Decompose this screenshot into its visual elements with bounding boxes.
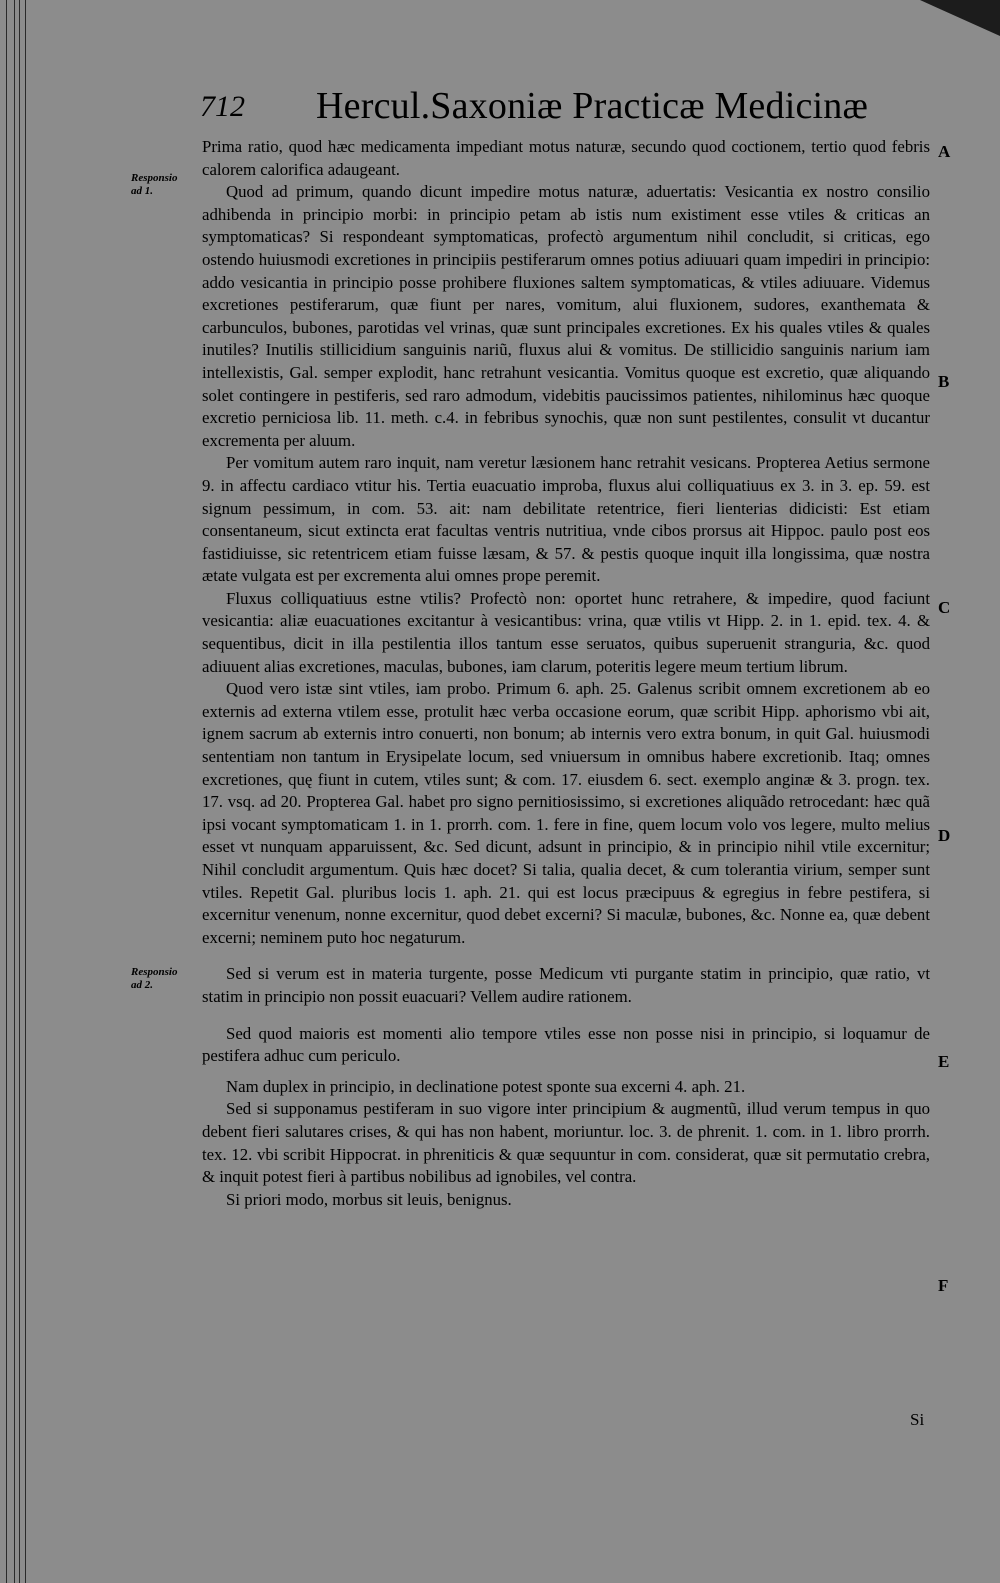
section-letter-a: A <box>938 142 951 161</box>
paragraph: Fluxus colliquatiuus estne vtilis? Profectò non: oportet hunc retrahere, & impedire, quod faciunt vesicantia: aliæ euacuationes excitantur à vesicantibus: vrina, quæ vtilis vt Hipp. 2. in 1. epid. tex. 4. & sequentibus, dicit in illa pestilentia illos tantum esse seruatos, quibus superuenit stranguria, &c. quod adiuuent alias excretiones, maculas, bubones, iam clarum, poteritis legere meum tertium librum. <box>202 588 930 676</box>
catchword: Si <box>910 1410 925 1429</box>
paragraph: Nam duplex in principio, in declinatione potest sponte sua excerni 4. aph. 21. <box>226 1076 746 1096</box>
paragraph: Prima ratio, quod hæc medicamenta impediant motus naturæ, secundo quod coctionem, tertio quod febris calorem calorifica adaugeant. <box>202 137 930 179</box>
margin-note-response-1: Responsio ad 1. <box>131 172 178 197</box>
body-text <box>202 136 930 1211</box>
section-letter-b: B <box>938 372 950 391</box>
paragraph: Sed si verum est in materia turgente, posse Medicum vti purgante statim in principio, quæ ratio, vt statim in principio non possit euacuari? Vellem audire rationem. <box>202 964 930 1006</box>
scan-corner-shadow <box>920 0 1000 36</box>
section-letter-e: E <box>938 1052 950 1071</box>
margin-note-response-2: Responsio ad 2. <box>131 966 178 991</box>
section-letter-d: D <box>938 826 951 845</box>
page-header <box>200 84 900 136</box>
section-letter-c: C <box>938 598 951 617</box>
paragraph: Sed quod maioris est momenti alio tempore vtiles esse non posse nisi in principio, si loquamur de pestifera adhuc cum periculo. <box>202 1023 930 1066</box>
paragraph: Per vomitum autem raro inquit, nam veretur læsionem hanc retrahit vesicans. Propterea Aetius sermone 9. in affectu cardiaco vtitur his. Tertia euacuatio improba, fluxus alui colliquatiuus ex 3. in 3. ep. 59. est signum pessimum, in com. 53. ait: nam debilitate retentrice, fieri lienterias didicisti: Est etiam consentaneum, sicut extincta erat facultas ventris nutritiua, vnde cibos prorsus ait Hippoc. paulo post eos fastidiuisse, sic retentricem etiam fuisse læsam, & 57. & pestis quoque inquit illa longissima, quæ nostra ætate vulgata est per excrementa alui omnes prope peremit. <box>202 453 930 586</box>
paragraph: Quod vero istæ sint vtiles, iam probo. Primum 6. aph. 25. Galenus scribit omnem excretionem ab eo externis ad externa vtilem esse, protulit hæc verba occasione eorum, quæ scribit Hipp. aphorismo vbi ait, ignem sacrum ab externis intro conuerti, non bonum; ab internis vero extra bonum, in quit Gal. huiusmodi sententiam non tantum in Erysipelate locum, sed vniuersum in omnibus habere excretionib. Itaq; omnes excretiones, quę fiunt in cutem, vtiles sunt; & com. 17. eiusdem 6. sect. exemplo anginæ & 3. progn. tex. 17. vsq. ad 20. Propterea Gal. habet pro signo pernitiosissimo, si excretiones aliquãdo retrocedant: hæc quã ipsi vocant symptomaticam 1. in 1. prorrh. com. 1. fere in fine, quem locum volo vos legere, multo melius esset vt nunquam apparuissent, &c. Sed dicunt, adsunt in principio, & in principio nihil vtile excernitur; Nihil concludit argumentum. Quis hæc docet? Si talia, qualia decet, & cum tolerantia virium, semper sunt vtiles. Repetit Gal. pluribus locis 1. aph. 21. qui est locus præcipuus & egregius in febre pestifera, si excernitur venenum, nonne excernitur, quod debet excerni? Si maculæ, bubones, &c. Nonne ea, quæ debent excerni; neminem puto hoc negaturum. <box>202 679 930 947</box>
section-letter-f: F <box>938 1276 949 1295</box>
paragraph: Sed si supponamus pestiferam in suo vigore inter principium & augmentũ, illud verum tempus in quo debent fieri salutares crises, & qui has non habent, moriuntur. loc. 3. de phrenit. 1. com. in 1. libro prorrh. tex. 12. vbi scribit Hippocrat. in phreniticis & quæ sequuntur in com. considerat, quæ sit permutatio crebra, & inquit potest fieri à partibus nobilibus ad ignobiles, vel contra. <box>202 1099 930 1187</box>
page-number: 712 <box>200 90 245 123</box>
paragraph: Quod ad primum, quando dicunt impedire motus naturæ, aduertatis: Vesicantia ex nostro consilio adhibenda in principio morbi: in principio petam ab istis num existiment esse vtiles & criticas an symptomaticas? Si respondeant symptomaticas, profectò argumentum nihil concludit, si criticas, ego ostendo huiusmodi excretiones in principiis pestiferarum omnes potius adiuuari quam impediri in principio: addo vesicantia in principio posse prohibere fluxiones saltem symptomaticas, & vtiles adiuuare. Videmus excretiones pestiferarum, quæ fiunt per nares, vomitum, alui fluxionem, sudores, exanthemata & carbunculos, bubones, parotidas vel vrinas, quæ sunt principales excretiones. Ex his quales vtiles & quales inutiles? Inutilis stillicidium sanguinis nariũ, fluxus alui & vomitus. De stillicidio sanguinis narium iam intellexistis, Gal. semper explodit, hanc retrahunt vesicantia. Vomitus quoque est excretio, quæ aliquando solet contingere in pestiferis, sed raro admodum, videbitis paucissimos patientes, nihilominus hæc quoque excretio perniciosa lib. 11. meth. c.4. in febribus synochis, quæ non sunt pestilentes, consulit vt ducantur excrementa per aluum. <box>202 182 930 450</box>
scan-edge-lines <box>0 0 30 1583</box>
running-title: Hercul.Saxoniæ Practicæ Medicinæ <box>316 85 869 127</box>
paragraph: Si priori modo, morbus sit leuis, benignus. <box>226 1189 512 1209</box>
